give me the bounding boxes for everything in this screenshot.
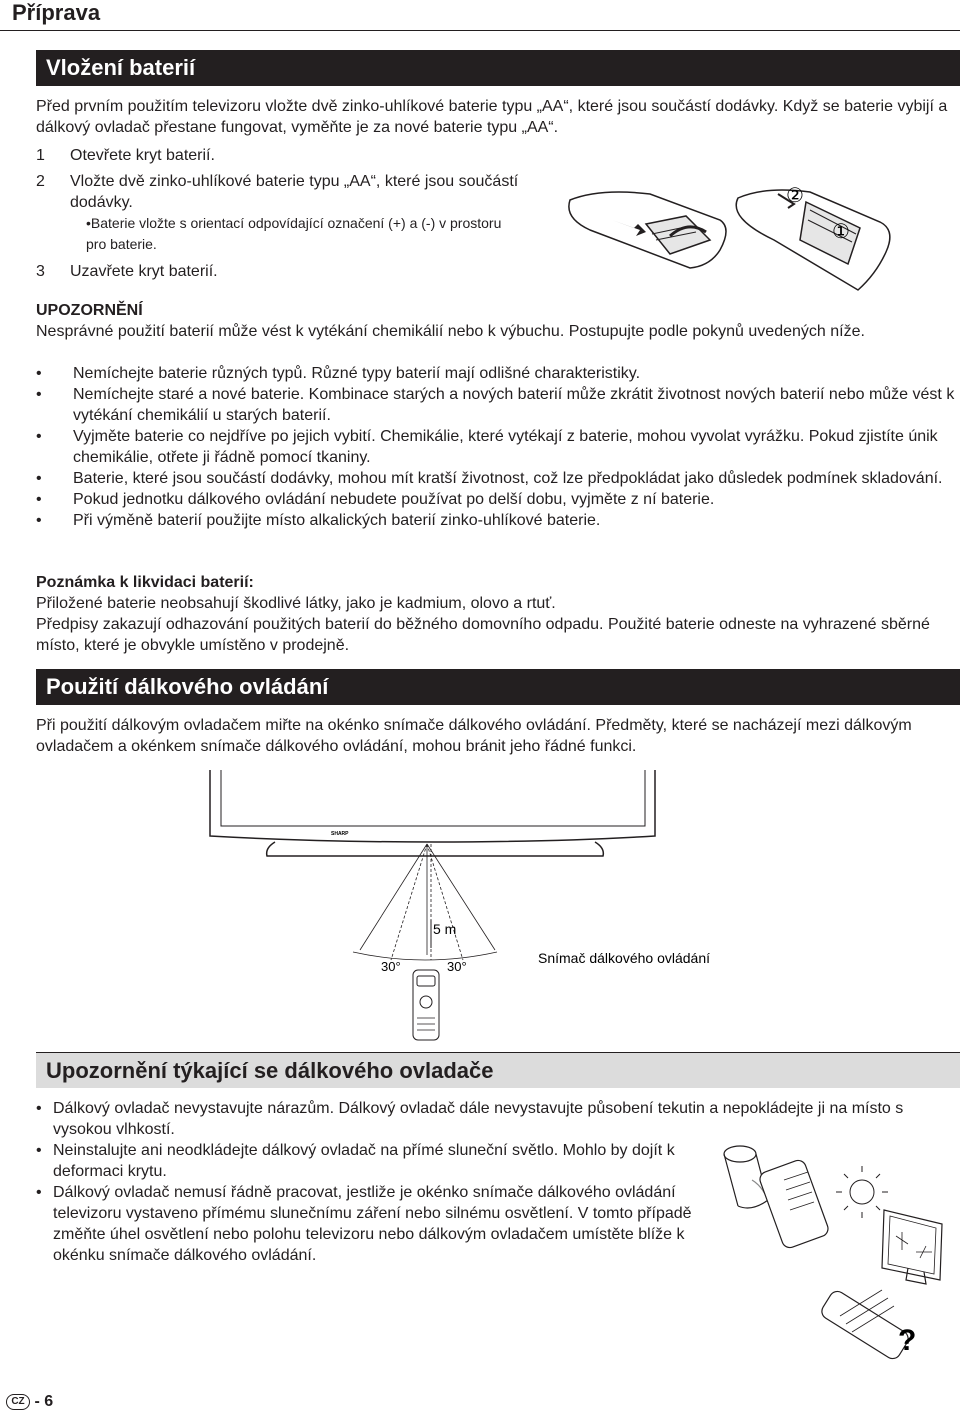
liquid-spill-illustration <box>724 1146 830 1250</box>
caution-item: • Nemíchejte staré a nové baterie. Kombinace starých a nových baterií může zkrátit životnost nových baterií nebo může vést k vytékání chemikálií u starých baterií. <box>36 384 960 426</box>
remote-control-icon <box>413 970 439 1040</box>
remote-use-text: Při použití dálkovým ovladačem miřte na okénko snímače dálkového ovládání. Předměty, které se nacházejí mezi dálkovým ovladačem a okénkem snímače dálkového ovládání, mohou bránit jeho řádné funkci. <box>36 717 912 755</box>
remote-caution-item: • Dálkový ovladač nemusí řádně pracovat, jestliže je okénko snímače dálkového ovládání televizoru vystaveno přímému slunečnímu záření nebo silnému osvětlení. V tomto případě změňte úhel osvětlení nebo polohu televizoru nebo dálkovým ovladačem umístěte blíže k okénku snímače dálkového ovládání. <box>36 1182 696 1266</box>
battery-insertion-illustration <box>560 180 900 295</box>
caution-item: • Pokud jednotku dálkového ovládání nebudete používat po delší dobu, vyjměte z ní baterie. <box>36 489 960 510</box>
step-number: 3 <box>36 263 45 280</box>
remote-caution-list <box>36 1140 696 1182</box>
remote-caution-illustration <box>712 1140 952 1372</box>
sun-icon <box>836 1166 888 1218</box>
caution-item: • Baterie, které jsou součástí dodávky, mohou mít kratší životnost, což lze předpokládat jako důsledek podmínek skladování. <box>36 468 960 489</box>
disposal-heading: Poznámka k likvidaci baterií: <box>36 574 254 591</box>
disposal-line-1: Přiložené baterie neobsahují škodlivé látky, jako je kadmium, olovo a rtuť. <box>36 595 556 612</box>
remote-caution-list <box>36 1182 696 1266</box>
step-2-note: •Baterie vložte s orientací odpovídající označení (+) a (-) v prostoru pro baterie. <box>86 215 502 252</box>
step-number: 2 <box>36 173 45 190</box>
figure-mark-2: ② <box>786 183 804 207</box>
question-mark-icon: ? <box>898 1324 917 1357</box>
angle-right-label: 30° <box>447 959 467 974</box>
remote-caution-item: • Neinstalujte ani neodkládejte dálkový ovladač na přímé sluneční světlo. Mohlo by dojít k deformaci krytu. <box>36 1140 696 1182</box>
distance-label: 5 m <box>433 921 457 937</box>
caution-item: • Při výměně baterií použijte místo alkalických baterií zinko-uhlíkové baterie. <box>36 510 960 531</box>
page-number: - 6 <box>34 1393 54 1410</box>
caution-heading: UPOZORNĚNÍ <box>36 302 143 319</box>
caution-item: • Nemíchejte baterie různých typů. Různé typy baterií mají odlišné charakteristiky. <box>36 363 960 384</box>
section-heading-remote-caution: Upozornění týkající se dálkového ovladače <box>36 1052 960 1088</box>
sensor-label: Snímač dálkového ovládání <box>538 950 710 966</box>
tv-front-illustration <box>210 770 655 856</box>
caution-item: • Vyjměte baterie co nejdříve po jejich vybití. Chemikálie, které vytékají z baterie, mohou vyvolat vyrážku. Pokud zjistíte únik chemikálie, otřete ji řádně pomocí tkaniny. <box>36 426 960 468</box>
disposal-line-2: Předpisy zakazují odhazování použitých baterií do běžného domovního odpadu. Použité baterie odneste na vyhrazené sběrné místo, které je obvykle umístěno v prodejně. <box>36 616 930 654</box>
caution-intro: Nesprávné použití baterií může vést k vytékání chemikálií nebo k výbuchu. Postupujte podle pokynů uvedených níže. <box>36 323 865 340</box>
section-heading-remote-use: Použití dálkového ovládání <box>36 669 960 705</box>
remote-back-closing-illustration <box>736 190 890 290</box>
language-badge: CZ <box>6 1394 30 1410</box>
angle-arc <box>353 952 497 960</box>
remote-caution-list <box>36 1098 936 1140</box>
figure-mark-1: ① <box>832 219 850 243</box>
brand-logo: SHARP <box>331 831 349 837</box>
section-heading-battery: Vložení baterií <box>36 50 960 86</box>
remote-range-illustration <box>195 770 755 1045</box>
battery-intro: Před prvním použitím televizoru vložte dvě zinko-uhlíkové baterie typu „AA“, které jsou součástí dodávky. Když se baterie vybijí a dálkový ovladač přestane fungovat, vyměňte je za nové baterie typu „AA“. <box>36 98 948 136</box>
step-text: Otevřete kryt baterií. <box>70 147 215 164</box>
step-text: Uzavřete kryt baterií. <box>70 263 218 280</box>
title-rule <box>0 30 960 31</box>
step-number: 1 <box>36 147 45 164</box>
page-footer <box>6 1392 53 1412</box>
step-text: Vložte dvě zinko-uhlíkové baterie typu „AA“, které jsou součástí dodávky. <box>70 173 519 211</box>
page-title: Příprava <box>12 0 101 25</box>
remote-caution-item: • Dálkový ovladač nevystavujte nárazům. Dálkový ovladač dále nevystavujte působení tekutin a nepokládejte ji na místo s vysokou vlhkostí. <box>36 1098 936 1140</box>
tv-sunlight-illustration <box>882 1210 942 1284</box>
angle-left-label: 30° <box>381 959 401 974</box>
caution-list <box>36 363 960 531</box>
signal-range-lines <box>360 844 495 960</box>
